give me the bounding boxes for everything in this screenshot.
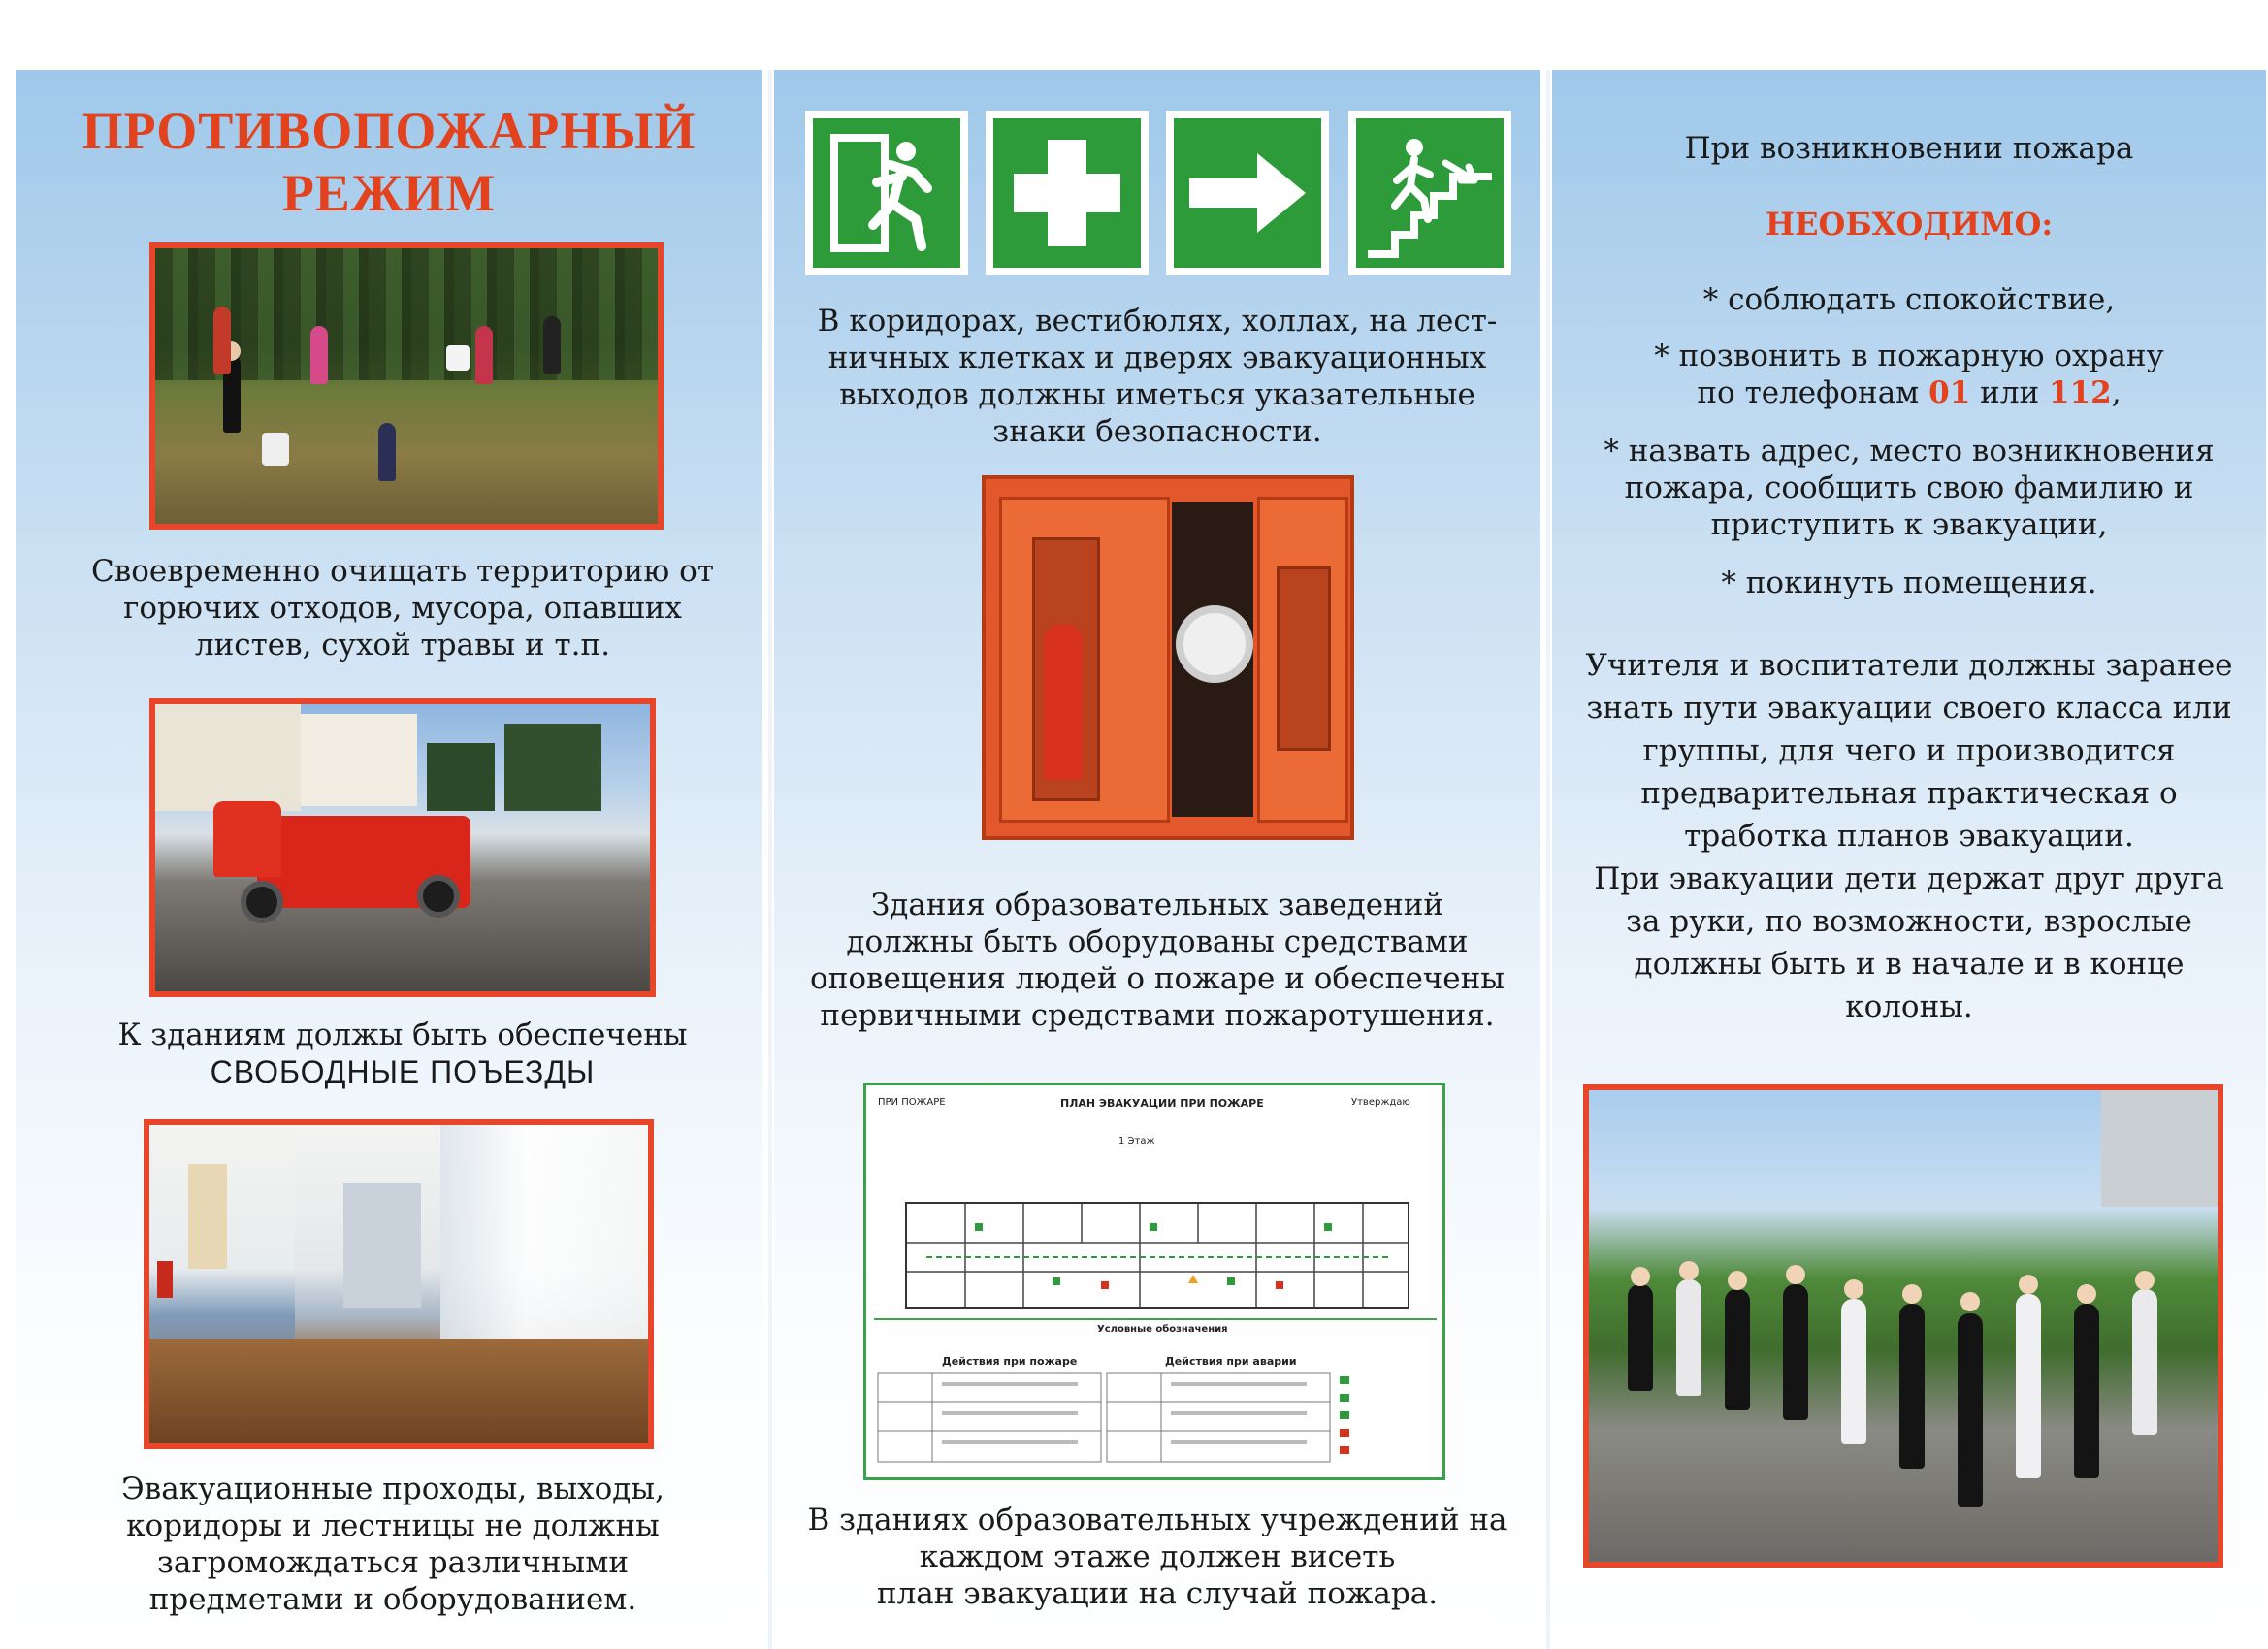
plan-actions-accident: Действия при аварии <box>1165 1355 1297 1368</box>
plan-floor-outline <box>905 1202 1409 1309</box>
children-evacuation-photo <box>1583 1084 2223 1568</box>
evacuation-passages-text: Эвакуационные проходы, выходы, коридоры и лестницы не должны загромождаться различными предметами и оборудованием. <box>121 1471 664 1617</box>
fire-truck-photo <box>149 698 656 997</box>
plan-corner-right: Утверждаю <box>1351 1097 1410 1108</box>
exit-running-man-icon <box>805 111 968 275</box>
phone-number-112: 112 <box>2049 375 2112 410</box>
plan-title: ПЛАН ЭВАКУАЦИИ ПРИ ПОЖАРЕ <box>1060 1097 1264 1110</box>
park-cleanup-photo <box>149 242 664 530</box>
warning-equipment-text: Здания образовательных заведений должны быть оборудованы средствами оповещения людей о пожаре и обеспечены первичными средствами пожаротушения. <box>810 888 1505 1033</box>
plan-corner-left: ПРИ ПОЖАРЕ <box>878 1097 946 1108</box>
first-aid-cross-icon <box>986 111 1149 275</box>
phone-number-01: 01 <box>1928 375 1971 410</box>
keep-calm-item: * соблюдать спокойствие, <box>1702 282 2116 317</box>
evacuation-plan-image <box>863 1083 1445 1480</box>
teachers-paragraph: Учителя и воспитатели должны заранее знать пути эвакуации своего класса или группы, для чего и производится предварительная практическая о тработка планов эвакуации. <box>1585 648 2233 854</box>
direction-arrow-icon <box>1166 111 1329 275</box>
call-fire-service-item: * позвонить в пожарную охрану по телефонам 01 или 112, <box>1654 339 2164 410</box>
fire-occurrence-intro: При возникновении пожара <box>1684 131 2134 166</box>
safety-signs-text: В коридорах, вестибюлях, холлах, на лест- ничных клетках и дверях эвакуационных выходов должны иметься указательные знаки безопасности. <box>817 304 1498 449</box>
report-address-item: * назвать адрес, место возникновения пожара, сообщить свою фамилию и приступить к эвакуации, <box>1604 434 2215 542</box>
plan-legend-title: Условные обозначения <box>1097 1324 1228 1335</box>
evacuation-plan-text: В зданиях образовательных учреждений на каждом этаже должен висеть план эвакуации на случай пожара. <box>807 1503 1507 1611</box>
corridor-photo <box>144 1119 654 1449</box>
fold-line-right <box>1546 70 1550 1649</box>
plan-floor: 1 Этаж <box>1118 1136 1155 1147</box>
fold-line-left <box>768 70 772 1649</box>
required-heading: НЕОБХОДИМО: <box>1765 206 2054 242</box>
fire-hydrant-cabinet-image <box>982 475 1354 840</box>
title-line-1: ПРОТИВОПОЖАРНЫЙ <box>81 102 697 160</box>
children-evacuation-paragraph: При эвакуации дети держат друг друга за руки, по возможности, взрослые должны быть и в начале и в конце колоны. <box>1594 861 2224 1024</box>
plan-legend <box>874 1318 1437 1475</box>
stairs-evacuation-icon <box>1348 111 1511 275</box>
plan-actions-fire: Действия при пожаре <box>942 1355 1078 1368</box>
leave-premises-item: * покинуть помещения. <box>1721 566 2097 600</box>
title-line-2: РЕЖИМ <box>281 164 497 222</box>
free-access-text: К зданиям должы быть обеспечены СВОБОДНЫЕ ПОЪЕЗДЫ <box>117 1018 688 1089</box>
territory-cleaning-text: Своевременно очищать территорию от горючих отходов, мусора, опавших листев, сухой травы и т.п. <box>91 554 714 663</box>
